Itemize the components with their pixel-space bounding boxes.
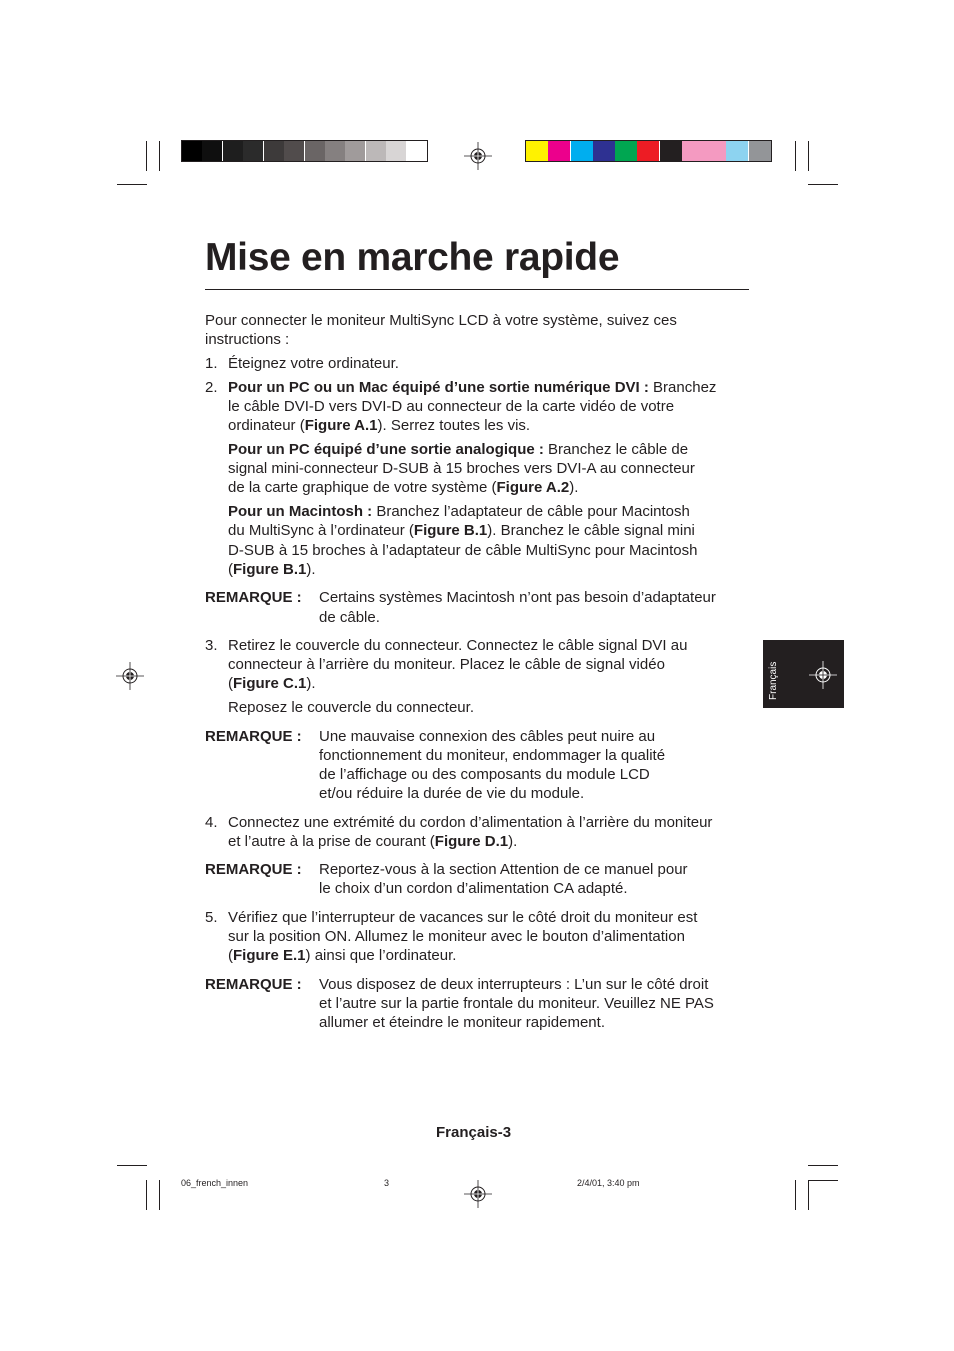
color-swatch <box>704 141 726 161</box>
step-text <box>228 502 690 521</box>
step-text <box>228 378 716 397</box>
step-number: 5. <box>205 909 218 926</box>
step-text: Retirez le couvercle du connecteur. Connectez le câble signal DVI au <box>228 637 688 654</box>
note-label: REMARQUE : <box>205 589 302 606</box>
crop-mark <box>159 1180 160 1210</box>
figure-ref: Figure A.2 <box>496 479 570 496</box>
note-text: Reportez-vous à la section Attention de ce manuel pour <box>319 861 688 878</box>
crop-mark <box>795 1180 796 1210</box>
crop-mark <box>117 1165 147 1166</box>
crop-mark <box>795 141 796 171</box>
slug-page: 3 <box>384 1178 390 1188</box>
step-text-part: et l’autre à la prise de courant ( <box>228 833 435 850</box>
step-text: Reposez le couvercle du connecteur. <box>228 699 474 716</box>
page-footer: Français-3 <box>436 1124 512 1141</box>
registration-target-icon <box>116 662 144 690</box>
gray-step-bar <box>181 140 428 162</box>
step-text: signal mini-connecteur D-SUB à 15 broches vers DVI-A au connecteur <box>228 460 695 477</box>
note-text: et/ou réduire la durée de vie du module. <box>319 785 585 802</box>
step-text <box>228 521 695 540</box>
color-swatch <box>182 141 202 161</box>
registration-target-icon <box>464 142 492 170</box>
crop-mark <box>146 141 147 171</box>
figure-ref: Figure B.1 <box>233 561 307 578</box>
color-swatch <box>526 141 548 161</box>
figure-ref: Figure B.1 <box>413 522 488 539</box>
step-text <box>228 560 316 579</box>
color-swatch <box>548 141 570 161</box>
step-text-part: ). <box>306 561 316 578</box>
note-text: le choix d’un cordon d’alimentation CA adapté. <box>319 880 628 897</box>
step-text-part: de la carte graphique de votre système ( <box>228 479 497 496</box>
note-text: allumer et éteindre le moniteur rapidement. <box>319 1014 605 1031</box>
note-text: et l’autre sur la partie frontale du moniteur. Veuillez NE PAS <box>319 995 714 1012</box>
step-text: sur la position ON. Allumez le moniteur avec le bouton d’alimentation <box>228 928 685 945</box>
crop-mark <box>117 184 147 185</box>
crop-mark <box>808 141 809 171</box>
intro-line: instructions : <box>205 331 290 348</box>
color-swatch <box>682 141 704 161</box>
color-swatch <box>593 141 615 161</box>
step-text-part: Branchez l’adaptateur de câble pour Macintosh <box>372 503 690 520</box>
note-text: de l’affichage ou des composants du module LCD <box>319 766 650 783</box>
color-swatch <box>223 141 243 161</box>
step-heading: Pour un Macintosh : <box>228 503 373 520</box>
slug-filename: 06_french_innen <box>181 1178 249 1188</box>
color-swatch <box>305 141 325 161</box>
note-text: Vous disposez de deux interrupteurs : L’un sur le côté droit <box>319 976 709 993</box>
step-text: Connectez une extrémité du cordon d’alimentation à l’arrière du moniteur <box>228 814 713 831</box>
step-text-part: ). Branchez le câble signal mini <box>487 522 695 539</box>
step-text-part: ). <box>569 479 579 496</box>
note-label: REMARQUE : <box>205 728 302 745</box>
process-color-bar <box>525 140 772 162</box>
step-text-part: ). Serrez toutes les vis. <box>377 417 531 434</box>
step-text-part: ( <box>228 675 233 692</box>
note-label: REMARQUE : <box>205 861 302 878</box>
step-text-part: ) ainsi que l’ordinateur. <box>305 947 457 964</box>
step-heading: Pour un PC équipé d’une sortie analogique : <box>228 441 544 458</box>
crop-mark <box>808 1180 838 1181</box>
figure-ref: Figure C.1 <box>233 675 307 692</box>
color-swatch <box>284 141 304 161</box>
step-text-part: ( <box>228 561 233 578</box>
color-swatch <box>407 141 427 161</box>
registration-target-icon <box>464 1180 492 1208</box>
color-swatch <box>325 141 345 161</box>
color-swatch <box>571 141 593 161</box>
color-swatch <box>637 141 659 161</box>
figure-ref: Figure D.1 <box>434 833 509 850</box>
color-swatch <box>345 141 365 161</box>
color-swatch <box>660 141 682 161</box>
step-text <box>228 832 517 851</box>
color-swatch <box>366 141 386 161</box>
note-text: Une mauvaise connexion des câbles peut nuire au <box>319 728 656 745</box>
crop-mark <box>146 1180 147 1210</box>
crop-mark <box>808 1180 809 1210</box>
step-text <box>228 946 456 965</box>
step-heading: Pour un PC ou un Mac équipé d’une sortie numérique DVI : <box>228 379 649 396</box>
slug-date: 2/4/01, 3:40 pm <box>577 1178 640 1188</box>
note-text: Certains systèmes Macintosh n’ont pas besoin d’adaptateur <box>319 589 716 606</box>
step-text-part: Branchez <box>648 379 717 396</box>
step-text: D-SUB à 15 broches à l’adaptateur de câble MultiSync pour Macintosh <box>228 542 698 559</box>
step-text: le câble DVI-D vers DVI-D au connecteur de la carte vidéo de votre <box>228 398 675 415</box>
step-number: 4. <box>205 814 218 831</box>
page-title: Mise en marche rapide <box>205 236 620 279</box>
language-tab-label: Français <box>768 661 779 700</box>
crop-mark <box>808 184 838 185</box>
step-text: Éteignez votre ordinateur. <box>228 355 399 372</box>
color-swatch <box>726 141 748 161</box>
color-swatch <box>386 141 406 161</box>
color-swatch <box>615 141 637 161</box>
color-swatch <box>264 141 284 161</box>
step-text <box>228 674 316 693</box>
step-number: 1. <box>205 355 218 372</box>
step-text <box>228 478 578 497</box>
title-rule <box>205 289 749 290</box>
color-swatch <box>749 141 771 161</box>
registration-target-icon <box>809 661 837 689</box>
crop-mark <box>808 1165 838 1166</box>
step-number: 3. <box>205 637 218 654</box>
intro-line: Pour connecter le moniteur MultiSync LCD à votre système, suivez ces <box>205 312 677 329</box>
crop-mark <box>159 141 160 171</box>
color-swatch <box>202 141 222 161</box>
step-text-part: ). <box>508 833 518 850</box>
step-text: Vérifiez que l’interrupteur de vacances sur le côté droit du moniteur est <box>228 909 698 926</box>
note-text: fonctionnement du moniteur, endommager la qualité <box>319 747 666 764</box>
step-text-part: ( <box>228 947 233 964</box>
step-text-part: ). <box>306 675 316 692</box>
step-text-part: Branchez le câble de <box>543 441 689 458</box>
step-text <box>228 440 688 459</box>
figure-ref: Figure A.1 <box>304 417 378 434</box>
step-text: connecteur à l’arrière du moniteur. Placez le câble de signal vidéo <box>228 656 665 673</box>
step-text <box>228 416 530 435</box>
step-text-part: du MultiSync à l’ordinateur ( <box>228 522 414 539</box>
step-text-part: ordinateur ( <box>228 417 305 434</box>
note-label: REMARQUE : <box>205 976 302 993</box>
note-text: de câble. <box>319 609 380 626</box>
step-number: 2. <box>205 379 218 396</box>
figure-ref: Figure E.1 <box>233 947 306 964</box>
color-swatch <box>243 141 263 161</box>
